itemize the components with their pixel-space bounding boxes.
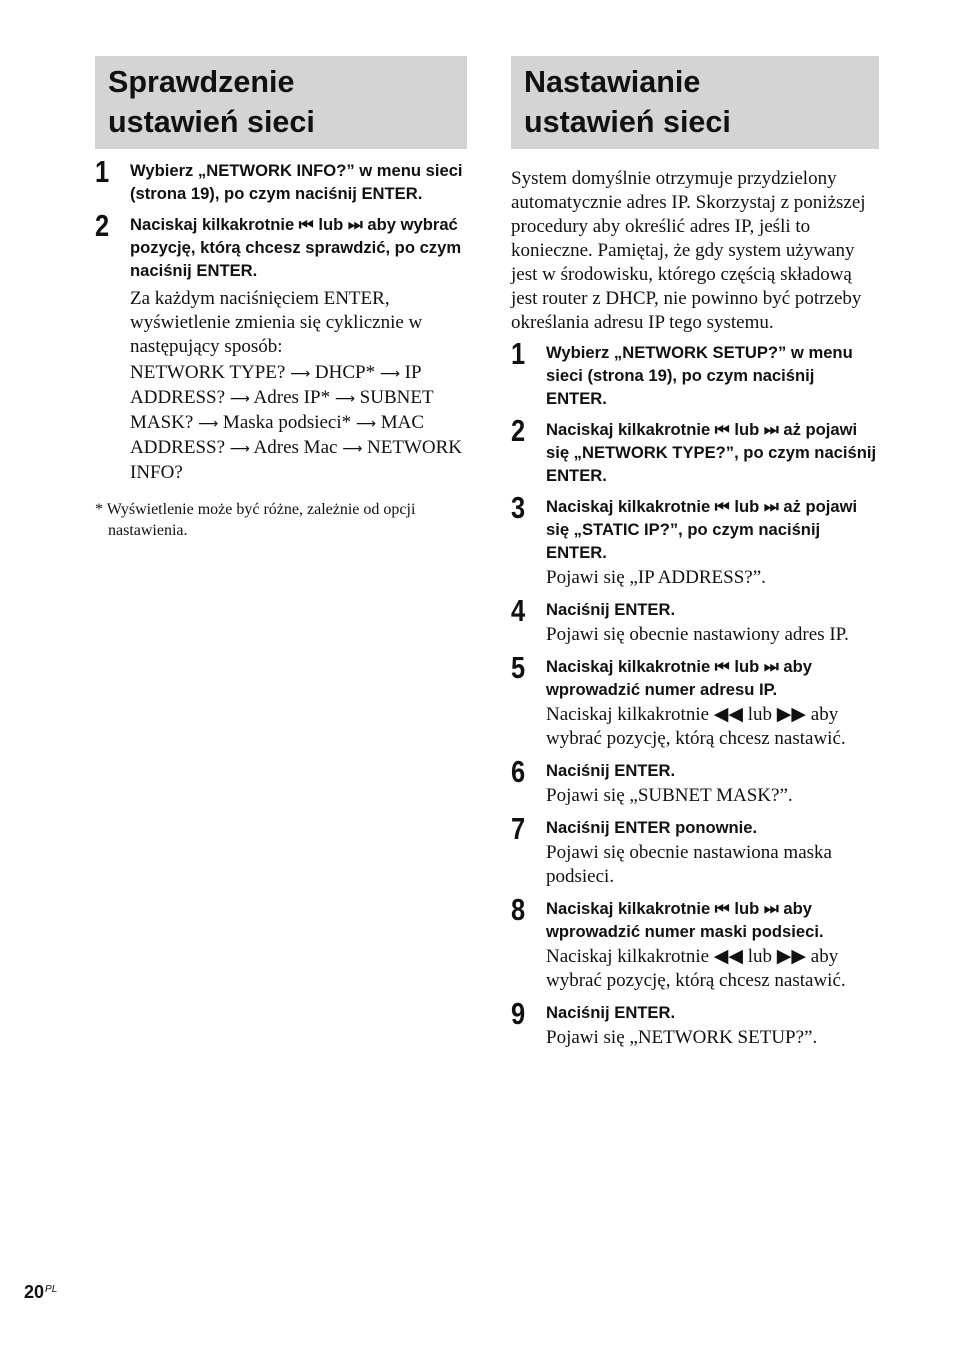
step-instruction: Naciśnij ENTER. bbox=[546, 761, 676, 780]
cycle-item: SUBNET MASK? bbox=[130, 387, 434, 433]
right-arrow-icon: ⟶ bbox=[334, 391, 355, 407]
step-result: Naciskaj kilkakrotnie ◀◀ lub ▶▶ aby wybrać pozycję, którą chcesz nastawić. bbox=[546, 704, 846, 749]
section-title-line2: ustawień sieci bbox=[524, 105, 731, 139]
step-instruction: Naciskaj kilkakrotnie ⏮ lub ⏭ aż pojawi się „NETWORK TYPE?”, po czym naciśnij ENTER. bbox=[546, 420, 877, 485]
right-steps-list bbox=[511, 336, 879, 1050]
cycle-item: Adres Mac bbox=[253, 437, 338, 458]
section-header-setup bbox=[511, 56, 879, 149]
display-cycle-sequence bbox=[130, 361, 467, 485]
step-result: Pojawi się „SUBNET MASK?”. bbox=[546, 785, 793, 806]
intro-paragraph: System domyślnie otrzymuje przydzielony automatycznie adres IP. Skorzystaj z poniższej procedury aby określić adres IP, jeśli to konieczne. Pamiętaj, że gdy system używany jest w środowisku, którego częścią składową jest router z DHCP, nie powinno być potrzeby określania adresu IP tego systemu. bbox=[511, 168, 866, 333]
step-9 bbox=[511, 996, 879, 1050]
step-number: 2 bbox=[511, 413, 526, 448]
cycle-item: NETWORK INFO? bbox=[130, 437, 462, 483]
step-8 bbox=[511, 892, 879, 993]
cycle-item: MAC ADDRESS? bbox=[130, 412, 425, 458]
page-language: PL bbox=[45, 1284, 58, 1295]
step-result: Za każdym naciśnięciem ENTER, wyświetlenie zmienia się cyklicznie w następujący sposób: bbox=[130, 288, 423, 357]
step-instruction: Naciskaj kilkakrotnie ⏮ lub ⏭ aby wprowadzić numer adresu IP. bbox=[546, 657, 812, 699]
step-number: 8 bbox=[511, 892, 526, 927]
step-number: 2 bbox=[95, 208, 110, 243]
section-header-check bbox=[95, 56, 467, 149]
step-instruction: Naciśnij ENTER. bbox=[546, 1003, 676, 1022]
section-title-line1: Nastawianie bbox=[524, 65, 701, 99]
left-steps-list bbox=[95, 154, 467, 485]
page-number-value: 20 bbox=[24, 1282, 45, 1302]
step-number: 6 bbox=[511, 754, 526, 789]
footnote: * Wyświetlenie może być różne, zależnie od opcji nastawienia. bbox=[95, 501, 416, 539]
step-number: 5 bbox=[511, 650, 526, 685]
step-number: 7 bbox=[511, 811, 526, 846]
right-arrow-icon: ⟶ bbox=[229, 391, 250, 407]
step-4 bbox=[511, 593, 879, 647]
step-instruction: Naciskaj kilkakrotnie ⏮ lub ⏭ aby wybrać pozycję, którą chcesz sprawdzić, po czym naciśnij ENTER. bbox=[130, 215, 462, 280]
left-column bbox=[95, 56, 467, 541]
step-number: 4 bbox=[511, 593, 526, 628]
cycle-item: Maska podsieci* bbox=[222, 412, 352, 433]
step-5 bbox=[511, 650, 879, 751]
step-instruction: Naciśnij ENTER. bbox=[546, 600, 676, 619]
right-arrow-icon: ⟶ bbox=[290, 366, 311, 382]
step-1 bbox=[511, 336, 879, 410]
page-number bbox=[24, 1281, 57, 1303]
step-number: 9 bbox=[511, 996, 526, 1031]
step-instruction: Naciskaj kilkakrotnie ⏮ lub ⏭ aby wprowadzić numer maski podsieci. bbox=[546, 899, 824, 941]
step-result: Pojawi się obecnie nastawiona maska podsieci. bbox=[546, 842, 832, 887]
right-arrow-icon: ⟶ bbox=[355, 416, 376, 432]
step-number: 1 bbox=[95, 154, 110, 189]
step-result: Pojawi się „IP ADDRESS?”. bbox=[546, 567, 766, 588]
step-7 bbox=[511, 811, 879, 889]
cycle-item: NETWORK TYPE? bbox=[130, 362, 286, 383]
step-6 bbox=[511, 754, 879, 808]
step-result: Pojawi się obecnie nastawiony adres IP. bbox=[546, 624, 849, 645]
step-1 bbox=[95, 154, 467, 205]
cycle-item: Adres IP* bbox=[253, 387, 331, 408]
cycle-item: DHCP* bbox=[314, 362, 376, 383]
step-instruction: Wybierz „NETWORK SETUP?” w menu sieci (strona 19), po czym naciśnij ENTER. bbox=[546, 343, 853, 408]
step-number: 3 bbox=[511, 490, 526, 525]
section-title-line1: Sprawdzenie bbox=[108, 65, 295, 99]
step-result: Naciskaj kilkakrotnie ◀◀ lub ▶▶ aby wybrać pozycję, którą chcesz nastawić. bbox=[546, 946, 846, 991]
step-2 bbox=[95, 208, 467, 485]
right-arrow-icon: ⟶ bbox=[379, 366, 400, 382]
right-arrow-icon: ⟶ bbox=[198, 416, 219, 432]
step-instruction: Naciskaj kilkakrotnie ⏮ lub ⏭ aż pojawi się „STATIC IP?”, po czym naciśnij ENTER. bbox=[546, 497, 858, 562]
step-result: Pojawi się „NETWORK SETUP?”. bbox=[546, 1027, 818, 1048]
cycle-item: IP ADDRESS? bbox=[130, 362, 421, 408]
right-column bbox=[511, 56, 879, 1050]
step-instruction: Wybierz „NETWORK INFO?” w menu sieci (strona 19), po czym naciśnij ENTER. bbox=[130, 161, 463, 203]
step-2 bbox=[511, 413, 879, 487]
step-3 bbox=[511, 490, 879, 590]
section-title-line2: ustawień sieci bbox=[108, 105, 315, 139]
step-number: 1 bbox=[511, 336, 526, 371]
right-arrow-icon: ⟶ bbox=[342, 441, 363, 457]
right-arrow-icon: ⟶ bbox=[229, 441, 250, 457]
step-instruction: Naciśnij ENTER ponownie. bbox=[546, 818, 758, 837]
